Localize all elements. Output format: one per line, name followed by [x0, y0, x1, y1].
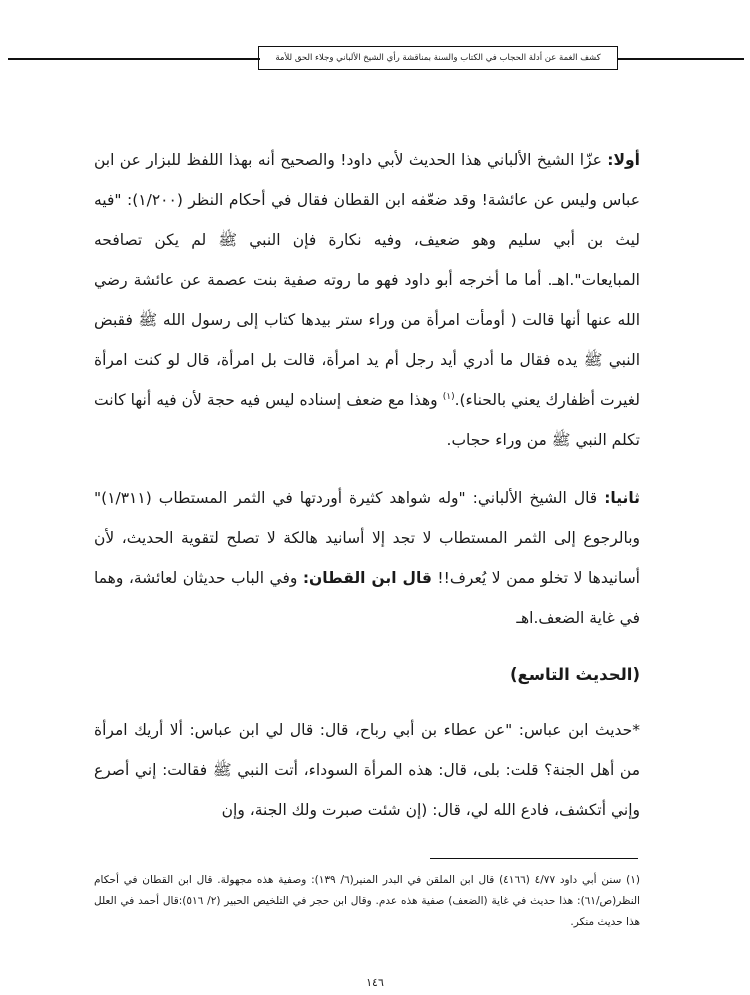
paragraph-first-point — [94, 140, 640, 460]
paragraph-lead: ثانيا: — [604, 489, 640, 507]
paragraph-tail: وفي الباب حديثان لعائشة، وهما في غاية الضعف.اهـ — [94, 569, 640, 627]
paragraph-text: قال الشيخ الألباني: "وله شواهد كثيرة أوردتها في الثمر المستطاب (١/٣١١)" وبالرجوع إلى الثمر المستطاب لا تجد إلا أسانيد هالكة لا تصلح لتقوية الحديث، لأن أسانيدها لا تخلو ممن لا يُعرف!! — [94, 489, 640, 587]
footnote-reference[interactable]: (١) — [442, 391, 455, 402]
running-header-title: كشف الغمة عن أدلة الحجاب في الكتاب والسنة بمناقشة رأي الشيخ الألباني وجلاء الحق للأمة — [275, 53, 601, 63]
paragraph-tail: وهذا مع ضعف إسناده ليس فيه حجة لأن فيه أنها كانت تكلم النبي ﷺ من وراء حجاب. — [94, 391, 640, 449]
header-rule-right — [618, 58, 744, 60]
footnote-divider — [430, 858, 638, 859]
page-number: ١٤٦ — [366, 976, 384, 989]
paragraph-lead: أولا: — [607, 151, 640, 169]
paragraph-hadith — [94, 710, 640, 830]
running-header — [258, 46, 618, 70]
header-rule-left — [8, 58, 260, 60]
paragraph-text: *حديث ابن عباس: "عن عطاء بن أبي رباح، قال: قال لي ابن عباس: ألا أريك امرأة من أهل الجنة؟ قلت: بلى، قال: هذه المرأة السوداء، أتت النبي ﷺ فقالت: إني أصرع وإني أتكشف، فادع الله لي، قال: (إن شئت صبرت ولك الجنة، وإن — [94, 721, 640, 819]
paragraph-second-point — [94, 478, 640, 638]
footnote: (١) سنن أبي داود ٤/٧٧ (٤١٦٦) قال ابن الملقن في البدر المنير(٦/ ١٣٩): وصفية هذه مجهولة. قال ابن القطان في أحكام النظر(ص/٦١): هذا حديث في غاية (الضعف) صفية هذه عدم. وقال ابن حجر في التلخيص الحبير (٢/ ٥١٦):قال أحمد في العلل هذا حديث منكر. — [94, 874, 640, 928]
paragraph-text: عزّا الشيخ الألباني هذا الحديث لأبي داود! والصحيح أنه بهذا اللفظ للبزار عن ابن عباس وليس عن عائشة! وقد ضعّفه ابن القطان فقال في أحكام النظر (١/٢٠٠): "فيه ليث بن أبي سليم وهو ضعيف، وفيه نكارة فإن النبي ﷺ لم يكن تصافحه المبايعات".اهـ. أما ما أخرجه أبو داود فهو ما روته صفية بنت عصمة عن عائشة رضي الله عنها أنها قالت ( أومأت امرأة من وراء ستر بيدها كتاب إلى رسول الله ﷺ فقبض النبي ﷺ يده فقال ما أدري أيد رجل أم يد امرأة، قالت بل امرأة، قال لو كنت امرأة لغيرت أظفارك يعني بالحناء). — [94, 151, 641, 409]
paragraph-bold-phrase: قال ابن القطان: — [302, 569, 432, 587]
section-heading: (الحديث التاسع) — [509, 665, 640, 684]
